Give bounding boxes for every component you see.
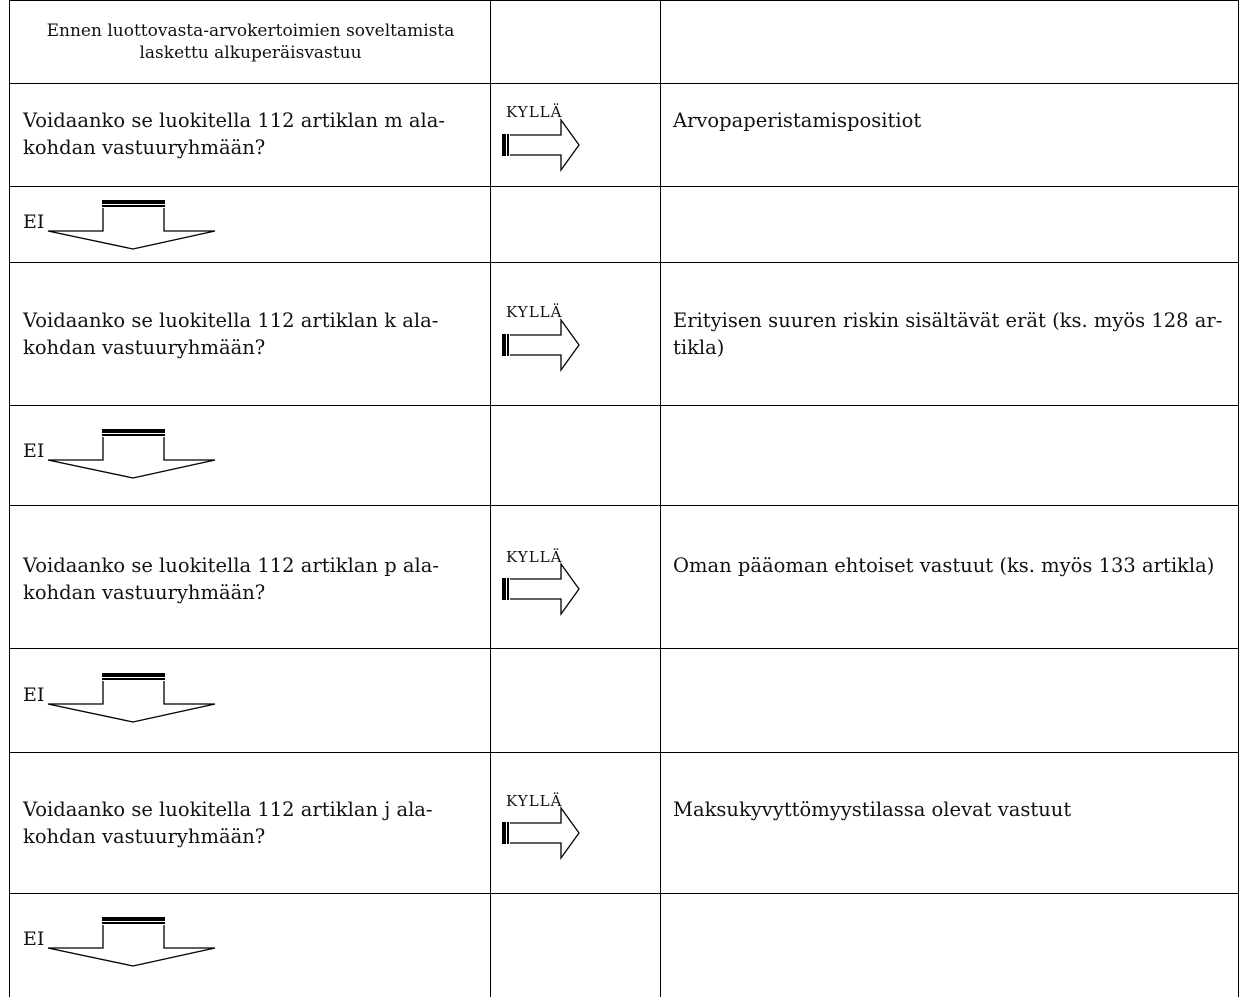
question-line-2: kohdan vastuuryhmään? [23,136,266,159]
no-label: EI [23,684,45,706]
row-line [9,83,1239,84]
row-line [9,0,1239,1]
header-line-2: laskettu alkuperäisvastuu [139,43,362,63]
no-label: EI [23,211,45,233]
result-text [673,552,1238,579]
table-border-right [1238,0,1239,997]
result-text [673,307,1238,361]
question-line-2: kohdan vastuuryhmään? [23,825,266,848]
question-line-1: Voidaanko se luokitella 112 artiklan j ala- [23,798,433,821]
question-line-1: Voidaanko se luokitella 112 artiklan p ala- [23,554,439,577]
yes-label: KYLLÄ [506,303,563,321]
question-text [23,107,478,161]
question-line-1: Voidaanko se luokitella 112 artiklan k ala- [23,309,439,332]
row-line [9,505,1239,506]
no-label: EI [23,928,45,950]
column-divider-1 [490,0,491,997]
question-text [23,307,478,361]
result-line-1: Oman pääoman ehtoiset vastuut (ks. myös 133 artikla) [673,554,1215,577]
right-arrow-icon [501,118,581,176]
right-arrow-icon [501,318,581,376]
down-arrow-icon [47,916,217,968]
result-line-1: Arvopaperistamispositiot [673,109,922,132]
header-line-1: Ennen luottovasta-arvokertoimien soveltamista [46,21,455,41]
yes-label: KYLLÄ [506,548,563,566]
down-arrow-icon [47,672,217,724]
question-text [23,796,478,850]
result-line-1: Erityisen suuren riskin sisältävät erät (ks. myös 128 ar- [673,309,1223,332]
decision-table [9,0,1239,997]
question-text [23,552,478,606]
row-line [9,752,1239,753]
row-line [9,405,1239,406]
yes-label: KYLLÄ [506,103,563,121]
question-line-2: kohdan vastuuryhmään? [23,336,266,359]
row-line [9,186,1239,187]
question-line-1: Voidaanko se luokitella 112 artiklan m ala- [23,109,445,132]
result-line-1: Maksukyvyttömyystilassa olevat vastuut [673,798,1072,821]
down-arrow-icon [47,428,217,480]
row-line [9,262,1239,263]
right-arrow-icon [501,806,581,864]
right-arrow-icon [501,562,581,620]
no-label: EI [23,440,45,462]
table-header [23,20,478,64]
result-text [673,107,1238,134]
result-line-2: tikla) [673,336,725,359]
yes-label: KYLLÄ [506,792,563,810]
row-line [9,648,1239,649]
row-line [9,893,1239,894]
question-line-2: kohdan vastuuryhmään? [23,581,266,604]
table-border-left [9,0,10,997]
column-divider-2 [660,0,661,997]
down-arrow-icon [47,199,217,251]
result-text [673,796,1238,823]
